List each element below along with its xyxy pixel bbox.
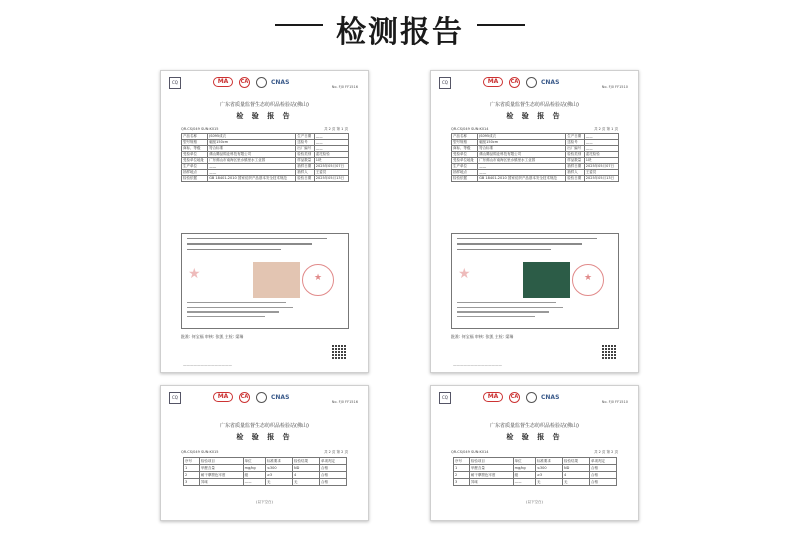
form-code: QR-CS/049 SUN:K014	[451, 127, 489, 131]
form-code: QR-CS/049 SUN:K014	[451, 450, 489, 454]
results-cell: ——	[513, 479, 535, 486]
info-label: 送检号	[566, 140, 585, 146]
results-cell: 单项判定	[589, 458, 616, 465]
results-row	[184, 465, 347, 472]
footer-note: ——————————————	[183, 363, 232, 367]
info-label: 检验日期	[296, 176, 315, 182]
report-meta	[181, 450, 348, 454]
info-value: 佛山腾品棉业科技有限公司	[478, 152, 566, 158]
info-label: 抽样日期	[296, 164, 315, 170]
results-row	[454, 479, 617, 486]
results-cell: 2	[454, 472, 470, 479]
results-cell: 甲醛含量	[199, 465, 243, 472]
result-card-2[interactable]	[430, 385, 639, 521]
info-value: ——	[584, 146, 618, 152]
results-table	[453, 457, 617, 486]
info-row	[452, 176, 619, 182]
info-value: 佛山腾品棉业科技有限公司	[208, 152, 296, 158]
info-value: ——	[208, 164, 296, 170]
results-cell: 无	[535, 479, 562, 486]
org-name: 广东省质量监督生态纺织品检验站(佛山)	[490, 423, 579, 429]
info-label: 抽样人	[566, 170, 585, 176]
report-meta	[451, 450, 618, 454]
info-value: JS095成衣	[208, 134, 296, 140]
info-value: 广东佛山市南海区里水镇里水工业园	[208, 158, 296, 164]
accreditation-logos	[431, 386, 638, 408]
info-value: JS095成衣	[478, 134, 566, 140]
results-cell: 无	[562, 479, 589, 486]
signature-line: 批准: 何宝福 审核: 张凯 主检: 梁瑞	[181, 334, 244, 339]
results-row	[454, 465, 617, 472]
results-cell: 标准要求	[265, 458, 292, 465]
cnas-logo-icon: CNAS	[271, 394, 290, 401]
form-code: QR-CS/049 SUN:K015	[181, 450, 219, 454]
header-rule-left	[275, 24, 323, 26]
cma-logo-icon: MA	[213, 392, 233, 402]
results-cell: 合格	[589, 472, 616, 479]
report-number: No. FJ0 FF1516	[331, 400, 358, 404]
results-cell: 单位	[243, 458, 265, 465]
results-header-row	[454, 458, 617, 465]
ca-logo-icon: CA	[509, 77, 520, 88]
info-label: 生产单位	[452, 164, 478, 170]
results-cell: 合格	[589, 479, 616, 486]
info-value: ——	[584, 140, 618, 146]
results-cell: 无	[292, 479, 319, 486]
results-cell: 合格	[319, 479, 346, 486]
accreditation-logos	[161, 386, 368, 408]
results-cell: 级	[243, 472, 265, 479]
results-row	[184, 479, 347, 486]
info-label: 检验依据	[452, 176, 478, 182]
results-row	[184, 472, 347, 479]
results-cell: 检验项目	[199, 458, 243, 465]
info-value: ——	[314, 140, 348, 146]
results-row	[454, 472, 617, 479]
info-label: 送检号	[296, 140, 315, 146]
results-cell: 单位	[513, 458, 535, 465]
results-cell: 合格	[319, 472, 346, 479]
report-meta	[451, 127, 618, 131]
ilac-logo-icon	[256, 392, 267, 403]
cnas-logo-icon: CNAS	[271, 79, 290, 86]
info-value: ——	[478, 164, 566, 170]
results-cell: 序号	[454, 458, 470, 465]
info-value: 2025年05月07日	[314, 164, 348, 170]
info-value: 2025年05月07日	[584, 164, 618, 170]
cq-logo-icon: CQ	[439, 392, 451, 404]
report-number: No. FJ0 FF1510	[601, 85, 628, 89]
signature-line: 批准: 何宝福 审核: 张凯 主检: 梁瑞	[451, 334, 514, 339]
results-cell: mg/kg	[513, 465, 535, 472]
results-cell: 耐干摩擦色牢度	[199, 472, 243, 479]
results-table	[183, 457, 347, 486]
info-value: 王委员	[314, 170, 348, 176]
cma-logo-icon: MA	[483, 392, 503, 402]
report-meta	[181, 127, 348, 131]
results-cell: 耐干摩擦色牢度	[469, 472, 513, 479]
star-icon: ★	[458, 266, 471, 282]
page-count: 共 2 页 第 2 页	[593, 450, 618, 454]
info-label: 抽样地点	[182, 170, 208, 176]
info-label: 型号规格	[452, 140, 478, 146]
info-value: 2025年05月13日	[584, 176, 618, 182]
standard-notes	[187, 302, 328, 321]
results-cell: 1	[454, 465, 470, 472]
doc-title: 检 验 报 告	[506, 433, 563, 441]
page-header	[0, 0, 800, 52]
standard-notes	[457, 302, 598, 321]
results-cell: 序号	[184, 458, 200, 465]
accreditation-logos	[431, 71, 638, 93]
cma-logo-icon: MA	[483, 77, 503, 87]
doc-title: 检 验 报 告	[236, 112, 293, 120]
ca-logo-icon: CA	[239, 77, 250, 88]
results-cell: 检验结果	[292, 458, 319, 465]
qr-code-icon	[602, 345, 616, 359]
accreditation-logos	[161, 71, 368, 93]
results-cell: 3	[454, 479, 470, 486]
info-table	[181, 133, 349, 182]
info-value: 广东佛山市南海区里水镇里水工业园	[478, 158, 566, 164]
info-label: 受检单位地址	[182, 158, 208, 164]
blank-note: (以下空白)	[256, 500, 273, 504]
org-name: 广东省质量监督生态纺织品检验站(佛山)	[220, 423, 309, 429]
results-cell: 甲醛含量	[469, 465, 513, 472]
fabric-swatch	[253, 262, 300, 298]
info-value: ——	[314, 134, 348, 140]
info-label: 型号规格	[182, 140, 208, 146]
qr-code-icon	[332, 345, 346, 359]
conclusion-text	[457, 238, 613, 254]
results-cell: mg/kg	[243, 465, 265, 472]
info-value: 1块	[314, 158, 348, 164]
info-label: 商标、等级	[452, 146, 478, 152]
info-label: 生产单位	[182, 164, 208, 170]
header-rule-right	[477, 24, 525, 26]
info-value: 委托检验	[584, 152, 618, 158]
info-label: 产品名称	[182, 134, 208, 140]
info-value: 符合标准	[208, 146, 296, 152]
info-label: 样品数量	[566, 158, 585, 164]
official-stamp-icon: ★	[572, 264, 604, 296]
results-cell: 2	[184, 472, 200, 479]
results-cell: ≥3	[265, 472, 292, 479]
results-cell: ≥3	[535, 472, 562, 479]
results-cell: 1	[184, 465, 200, 472]
info-value: 委托检验	[314, 152, 348, 158]
results-cell: 4	[292, 472, 319, 479]
results-cell: ——	[243, 479, 265, 486]
conclusion-box	[181, 233, 349, 329]
info-value: 王委员	[584, 170, 618, 176]
info-label: 产品名称	[452, 134, 478, 140]
info-value: 幅宽150cm	[478, 140, 566, 146]
results-cell: 合格	[589, 465, 616, 472]
results-cell: 检验结果	[562, 458, 589, 465]
page-count: 共 2 页 第 2 页	[323, 450, 348, 454]
blank-note: (以下空白)	[526, 500, 543, 504]
results-cell: 单项判定	[319, 458, 346, 465]
doc-title: 检 验 报 告	[236, 433, 293, 441]
org-name: 广东省质量监督生态纺织品检验站(佛山)	[220, 102, 309, 108]
ca-logo-icon: CA	[239, 392, 250, 403]
official-stamp-icon: ★	[302, 264, 334, 296]
info-label: 出厂编号	[296, 146, 315, 152]
cq-logo-icon: CQ	[439, 77, 451, 89]
page-count: 共 2 页 第 1 页	[593, 127, 618, 131]
info-table	[451, 133, 619, 182]
info-value: GB 18401-2010 国家纺织产品基本安全技术规范	[208, 176, 296, 182]
org-name: 广东省质量监督生态纺织品检验站(佛山)	[490, 102, 579, 108]
info-value: ——	[584, 134, 618, 140]
info-value: GB 18401-2010 国家纺织产品基本安全技术规范	[478, 176, 566, 182]
info-value: 幅宽150cm	[208, 140, 296, 146]
info-label: 出厂编号	[566, 146, 585, 152]
info-label: 受检单位地址	[452, 158, 478, 164]
results-cell: 3	[184, 479, 200, 486]
fabric-swatch	[523, 262, 570, 298]
info-value: ——	[314, 146, 348, 152]
results-cell: 标准要求	[535, 458, 562, 465]
cnas-logo-icon: CNAS	[541, 394, 560, 401]
info-value: 2025年05月13日	[314, 176, 348, 182]
form-code: QR-CS/049 SUN:K015	[181, 127, 219, 131]
results-cell: 4	[562, 472, 589, 479]
results-cell: 检验项目	[469, 458, 513, 465]
report-number: No. FJ0 FF1510	[601, 400, 628, 404]
ilac-logo-icon	[256, 77, 267, 88]
info-label: 商标、等级	[182, 146, 208, 152]
page-title: 检测报告	[336, 15, 464, 50]
results-cell: ND	[562, 465, 589, 472]
cq-logo-icon: CQ	[169, 392, 181, 404]
info-label: 抽样人	[296, 170, 315, 176]
results-header-row	[184, 458, 347, 465]
report-card-2[interactable]	[430, 70, 639, 373]
conclusion-box	[451, 233, 619, 329]
result-card-1[interactable]	[160, 385, 369, 521]
info-value: ——	[478, 170, 566, 176]
results-cell: 异味	[199, 479, 243, 486]
cq-logo-icon: CQ	[169, 77, 181, 89]
ilac-logo-icon	[526, 392, 537, 403]
info-label: 抽样日期	[566, 164, 585, 170]
results-cell: ND	[292, 465, 319, 472]
info-label: 抽样地点	[452, 170, 478, 176]
info-label: 受检单位	[452, 152, 478, 158]
results-cell: ≤300	[535, 465, 562, 472]
results-cell: 级	[513, 472, 535, 479]
info-label: 生产日期	[566, 134, 585, 140]
star-icon: ★	[188, 266, 201, 282]
info-label: 检验依据	[182, 176, 208, 182]
info-label: 检验日期	[566, 176, 585, 182]
footer-note: ——————————————	[453, 363, 502, 367]
ca-logo-icon: CA	[509, 392, 520, 403]
cma-logo-icon: MA	[213, 77, 233, 87]
info-row	[182, 176, 349, 182]
ilac-logo-icon	[526, 77, 537, 88]
results-cell: 合格	[319, 465, 346, 472]
info-value: 1块	[584, 158, 618, 164]
info-label: 检验类别	[566, 152, 585, 158]
info-value: ——	[208, 170, 296, 176]
results-cell: ≤300	[265, 465, 292, 472]
report-number: No. FJ0 FF1516	[331, 85, 358, 89]
cnas-logo-icon: CNAS	[541, 79, 560, 86]
info-label: 样品数量	[296, 158, 315, 164]
results-cell: 无	[265, 479, 292, 486]
info-label: 检验类别	[296, 152, 315, 158]
info-label: 受检单位	[182, 152, 208, 158]
doc-title: 检 验 报 告	[506, 112, 563, 120]
info-value: 符合标准	[478, 146, 566, 152]
page-count: 共 2 页 第 1 页	[323, 127, 348, 131]
info-label: 生产日期	[296, 134, 315, 140]
results-cell: 异味	[469, 479, 513, 486]
report-card-1[interactable]	[160, 70, 369, 373]
conclusion-text	[187, 238, 343, 254]
